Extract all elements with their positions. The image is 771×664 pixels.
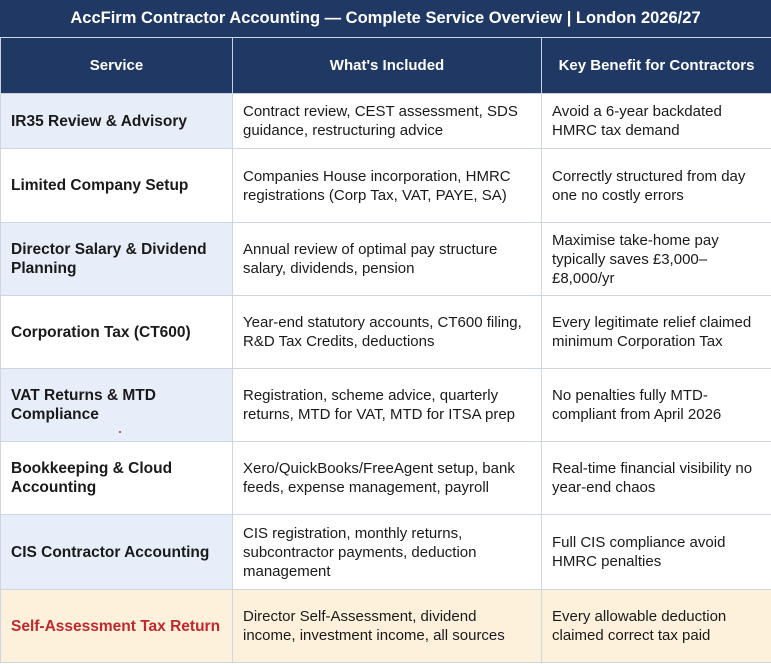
included-cell: Annual review of optimal pay structure salary, dividends, pension	[233, 223, 542, 296]
included-cell: Year-end statutory accounts, CT600 filing, R&D Tax Credits, deductions	[233, 296, 542, 369]
service-cell: Limited Company Setup	[1, 149, 233, 223]
column-header-service: Service	[1, 38, 233, 94]
table-header-row	[1, 38, 771, 94]
benefit-cell: Correctly structured from day one no costly errors	[542, 149, 771, 223]
table-row	[1, 296, 771, 369]
service-cell: Bookkeeping & Cloud Accounting	[1, 442, 233, 515]
red-dot-mark	[119, 431, 121, 433]
service-cell: Corporation Tax (CT600)	[1, 296, 233, 369]
service-cell: CIS Contractor Accounting	[1, 515, 233, 590]
service-cell: Self-Assessment Tax Return	[1, 590, 233, 663]
table-row	[1, 515, 771, 590]
page-title: AccFirm Contractor Accounting — Complete Service Overview | London 2026/27	[0, 0, 771, 38]
included-cell: Xero/QuickBooks/FreeAgent setup, bank feeds, expense management, payroll	[233, 442, 542, 515]
included-cell: Director Self-Assessment, dividend income, investment income, all sources	[233, 590, 542, 663]
included-cell: Companies House incorporation, HMRC registrations (Corp Tax, VAT, PAYE, SA)	[233, 149, 542, 223]
table-row	[1, 369, 771, 442]
benefit-cell: Maximise take-home pay typically saves £3,000–£8,000/yr	[542, 223, 771, 296]
service-cell: Director Salary & Dividend Planning	[1, 223, 233, 296]
benefit-cell: Every legitimate relief claimed minimum Corporation Tax	[542, 296, 771, 369]
table-row	[1, 149, 771, 223]
benefit-cell: Real-time financial visibility no year-end chaos	[542, 442, 771, 515]
benefit-cell: Avoid a 6-year backdated HMRC tax demand	[542, 94, 771, 149]
service-cell: IR35 Review & Advisory	[1, 94, 233, 149]
table-row-highlighted	[1, 590, 771, 663]
service-cell: VAT Returns & MTD Compliance	[1, 369, 233, 442]
included-cell: CIS registration, monthly returns, subcontractor payments, deduction management	[233, 515, 542, 590]
table-row	[1, 94, 771, 149]
table-row	[1, 223, 771, 296]
column-header-benefit: Key Benefit for Contractors	[542, 38, 771, 94]
benefit-cell: Full CIS compliance avoid HMRC penalties	[542, 515, 771, 590]
table-row	[1, 442, 771, 515]
included-cell: Registration, scheme advice, quarterly returns, MTD for VAT, MTD for ITSA prep	[233, 369, 542, 442]
benefit-cell: No penalties fully MTD-compliant from April 2026	[542, 369, 771, 442]
column-header-included: What's Included	[233, 38, 542, 94]
included-cell: Contract review, CEST assessment, SDS guidance, restructuring advice	[233, 94, 542, 149]
benefit-cell: Every allowable deduction claimed correct tax paid	[542, 590, 771, 663]
service-table	[0, 38, 771, 663]
